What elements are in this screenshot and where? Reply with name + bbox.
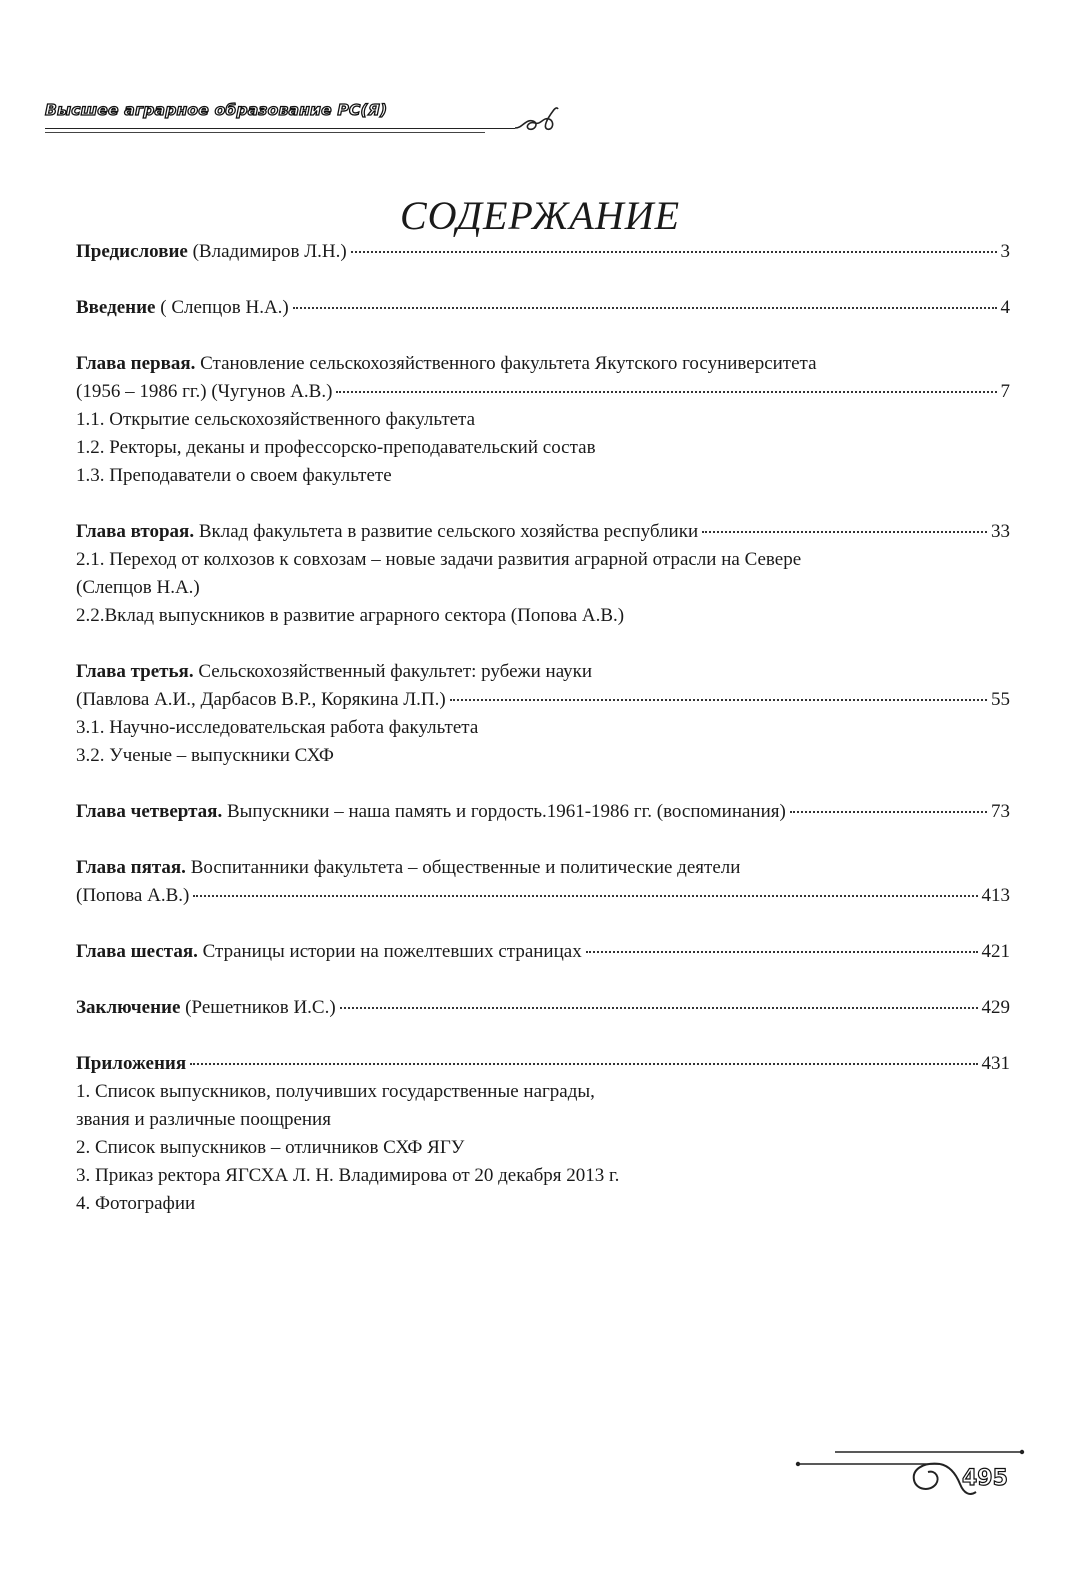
page-footer: [790, 1440, 1030, 1530]
dot-leader: [190, 1063, 977, 1065]
subsection: 3.1. Научно-исследовательская работа факультета: [76, 717, 479, 738]
entry-title: Страницы истории на пожелтевших страницах: [202, 941, 582, 962]
flourish-ornament-icon: [513, 99, 573, 139]
page-ref: 3: [1000, 241, 1010, 262]
entry-label: Глава первая.: [76, 353, 196, 374]
entry-label: Заключение: [76, 997, 181, 1018]
toc-entry-appendices: [76, 1050, 1010, 1218]
entry-title-continued: (1956 – 1986 гг.) (Чугунов А.В.): [76, 381, 333, 402]
page-ref: 73: [991, 801, 1010, 822]
toc-entry-introduction: [76, 294, 1010, 322]
page-ref: 33: [991, 521, 1010, 542]
entry-label: Глава третья.: [76, 661, 194, 682]
subsection: (Слепцов Н.А.): [76, 577, 200, 598]
subsection: 4. Фотографии: [76, 1193, 196, 1214]
subsection: 2. Список выпускников – отличников СХФ ЯГУ: [76, 1137, 465, 1158]
running-title: Высшее аграрное образование РС(Я): [45, 101, 388, 119]
dot-leader: [450, 699, 987, 701]
dot-leader: [586, 951, 978, 953]
entry-title-continued: (Павлова А.И., Дарбасов В.Р., Корякина Л.П.): [76, 689, 446, 710]
entry-label: Предисловие: [76, 241, 188, 262]
entry-title: Воспитанники факультета – общественные и политические деятели: [190, 857, 741, 878]
subsection: 1.2. Ректоры, деканы и профессорско-преподавательский состав: [76, 437, 596, 458]
entry-title: Сельскохозяйственный факультет: рубежи науки: [198, 661, 593, 682]
dot-leader: [351, 251, 997, 253]
subsection: звания и различные поощрения: [76, 1109, 331, 1130]
page-ref: 421: [981, 941, 1010, 962]
toc-entry-chapter-3: [76, 658, 1010, 770]
entry-label: Введение: [76, 297, 156, 318]
page-ref: 413: [981, 885, 1010, 906]
subsection: 1.3. Преподаватели о своем факультете: [76, 465, 392, 486]
table-of-contents: [76, 238, 1010, 1218]
dot-leader: [702, 531, 987, 533]
toc-entry-chapter-5: [76, 854, 1010, 910]
entry-title: Вклад факультета в развитие сельского хозяйства республики: [198, 521, 699, 542]
toc-entry-chapter-2: [76, 518, 1010, 630]
subsection: 3.2. Ученые – выпускники СХФ: [76, 745, 334, 766]
dot-leader: [193, 895, 977, 897]
dot-leader: [293, 307, 997, 309]
subsection: 1. Список выпускников, получивших государственные награды,: [76, 1081, 595, 1102]
dot-leader: [790, 811, 987, 813]
dot-leader: [336, 391, 996, 393]
subsection: 3. Приказ ректора ЯГСХА Л. Н. Владимирова от 20 декабря 2013 г.: [76, 1165, 620, 1186]
entry-label: Глава пятая.: [76, 857, 186, 878]
subsection: 1.1. Открытие сельскохозяйственного факультета: [76, 409, 476, 430]
subsection: 2.1. Переход от колхозов к совхозам – новые задачи развития аграрной отрасли на Севере: [76, 549, 802, 570]
page-ref: 7: [1000, 381, 1010, 402]
subsection: 2.2.Вклад выпускников в развитие аграрного сектора (Попова А.В.): [76, 605, 625, 626]
page-title: СОДЕРЖАНИЕ: [399, 192, 681, 238]
toc-entry-chapter-1: [76, 350, 1010, 490]
entry-label: Глава шестая.: [76, 941, 198, 962]
page-ref: 55: [991, 689, 1010, 710]
toc-entry-chapter-6: [76, 938, 1010, 966]
entry-author: (Владимиров Л.Н.): [192, 241, 347, 262]
entry-label: Приложения: [76, 1053, 187, 1074]
running-header: [45, 95, 525, 141]
page-ref: 429: [981, 997, 1010, 1018]
entry-title: Становление сельскохозяйственного факультета Якутского госуниверситета: [200, 353, 817, 374]
entry-label: Глава четвертая.: [76, 801, 223, 822]
toc-entry-chapter-4: [76, 798, 1010, 826]
toc-entry-conclusion: [76, 994, 1010, 1022]
entry-label: Глава вторая.: [76, 521, 195, 542]
entry-author: (Решетников И.С.): [185, 997, 336, 1018]
header-rule: [45, 128, 515, 129]
entry-title-continued: (Попова А.В.): [76, 885, 190, 906]
toc-entry-preface: [76, 238, 1010, 266]
entry-author: ( Слепцов Н.А.): [160, 297, 289, 318]
header-rule-secondary: [45, 132, 485, 133]
page-ref: 4: [1000, 297, 1010, 318]
dot-leader: [340, 1007, 978, 1009]
entry-title: Выпускники – наша память и гордость.1961-1986 гг. (воспоминания): [226, 801, 786, 822]
page-number: 495: [962, 1466, 1008, 1491]
page-ref: 431: [981, 1053, 1010, 1074]
